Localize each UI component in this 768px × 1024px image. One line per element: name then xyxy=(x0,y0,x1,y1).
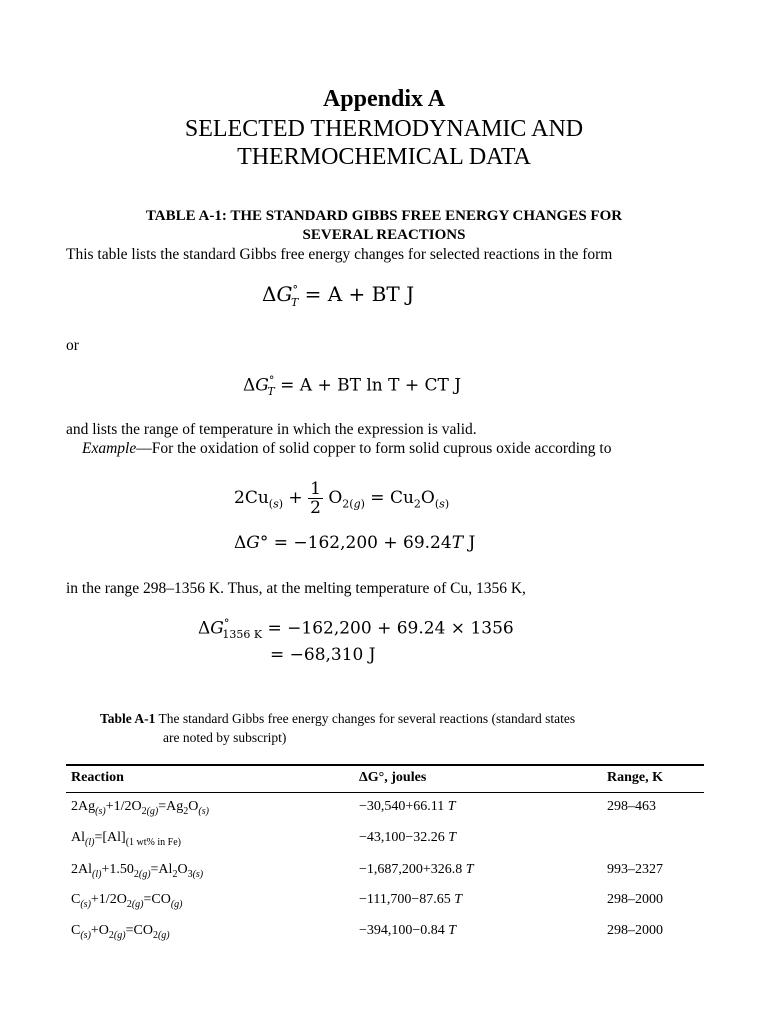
equation-cu2o-T: T xyxy=(451,533,464,553)
equation-cu2o-unit: J xyxy=(463,533,476,553)
table-row-delta-g: −111,700−87.65 T xyxy=(359,892,463,907)
appendix-title: Appendix A xyxy=(322,86,446,112)
table-row-delta-g: −394,100−0.84 T xyxy=(359,923,457,938)
equation-linear-form: $\Delta G^\circ_T = A$ + BT J xyxy=(262,282,415,309)
equation-1356-rhs: = −162,200 + 69.24 × 1356 xyxy=(262,618,514,639)
equation-log-form: $\Delta G^\circ_T = A$ + BT ln T + CT J xyxy=(243,374,462,399)
table-top-rule xyxy=(66,764,704,766)
range-paragraph: and lists the range of temperature in which the expression is valid. xyxy=(66,421,477,438)
table-row-range: 993–2327 xyxy=(607,862,663,877)
equation-linear-rhs: = A + BT J xyxy=(298,282,415,306)
appendix-subtitle-line2: THERMOCHEMICAL DATA xyxy=(237,144,531,170)
fraction-one-half xyxy=(308,480,323,517)
intro-paragraph: This table lists the standard Gibbs free energy changes for selected reactions in the form xyxy=(66,246,613,263)
header-delta-g: ΔG°, joules xyxy=(359,770,427,785)
table-row-delta-g: −30,540+66.11 T xyxy=(359,799,456,814)
example-paragraph xyxy=(82,440,611,458)
table-row-reaction: $2Al_{(l)}+1.50_{2(g)}=Al_2O_{3(s)}$ xyxy=(71,862,204,880)
table-row-range: 298–463 xyxy=(607,799,656,814)
table-row-range: 298–2000 xyxy=(607,892,663,907)
table-row-delta-g: −43,100−32.26 T xyxy=(359,830,457,845)
header-range: Range, K xyxy=(607,770,663,785)
fraction-denominator: 2 xyxy=(310,498,321,518)
header-reaction: Reaction xyxy=(71,770,124,785)
table-row-reaction: $2Ag_{(s)}+1/2O_{2(g)}=Ag_2O_{(s)}$ xyxy=(71,799,209,817)
example-text: —For the oxidation of solid copper to form solid cuprous oxide according to xyxy=(136,440,612,457)
table-caption-text: The standard Gibbs free energy changes for several reactions (standard states xyxy=(155,711,576,726)
fraction-numerator: 1 xyxy=(310,479,321,499)
equation-cu2o-gibbs: ΔG° = −162,200 + 69.24T J xyxy=(234,533,476,553)
equation-log-rhs: = A + BT ln T + CT J xyxy=(274,375,462,396)
table-row-reaction: $Al_{(l)}=[Al]_{(1 wt\% in Fe)}$ xyxy=(71,830,181,848)
table-row-reaction: $C_{(s)}+1/2O_{2(g)}=CO_{(g)}$ xyxy=(71,892,183,910)
table-caption xyxy=(100,711,690,727)
table-row-reaction: $C_{(s)}+O_{2(g)}=CO_{2(g)}$ xyxy=(71,923,170,941)
table-row-delta-g: −1,687,200+326.8 T xyxy=(359,862,474,877)
table-caption-line2: are noted by subscript) xyxy=(163,730,287,745)
equation-reaction-cu2o: $2Cu_{(s)}$ + $\frac{1}{2}$ $O_{2(g)} = Cu_2O_{(s)}$ xyxy=(234,479,450,518)
table-header-rule xyxy=(66,792,704,793)
appendix-subtitle-line1: SELECTED THERMODYNAMIC AND xyxy=(184,116,584,142)
example-label: Example xyxy=(82,440,137,457)
table-row-range: 298–2000 xyxy=(607,923,663,938)
or-text: or xyxy=(66,337,79,354)
equation-1356-result: = −68,310 J xyxy=(270,645,376,665)
table-heading-line1: TABLE A-1: THE STANDARD GIBBS FREE ENERGY CHANGES FOR xyxy=(145,208,623,224)
equation-cu2o-rhs: = −162,200 + 69.24 xyxy=(268,533,452,553)
table-caption-label: Table A-1 xyxy=(100,711,156,726)
table-heading-line2: SEVERAL REACTIONS xyxy=(302,227,466,243)
equation-1356-substitution: $\Delta G^\circ_{1356 K} = -162,200 + 69.24 \times 1356$ xyxy=(198,617,514,642)
melt-paragraph: in the range 298–1356 K. Thus, at the melting temperature of Cu, 1356 K, xyxy=(66,580,526,597)
